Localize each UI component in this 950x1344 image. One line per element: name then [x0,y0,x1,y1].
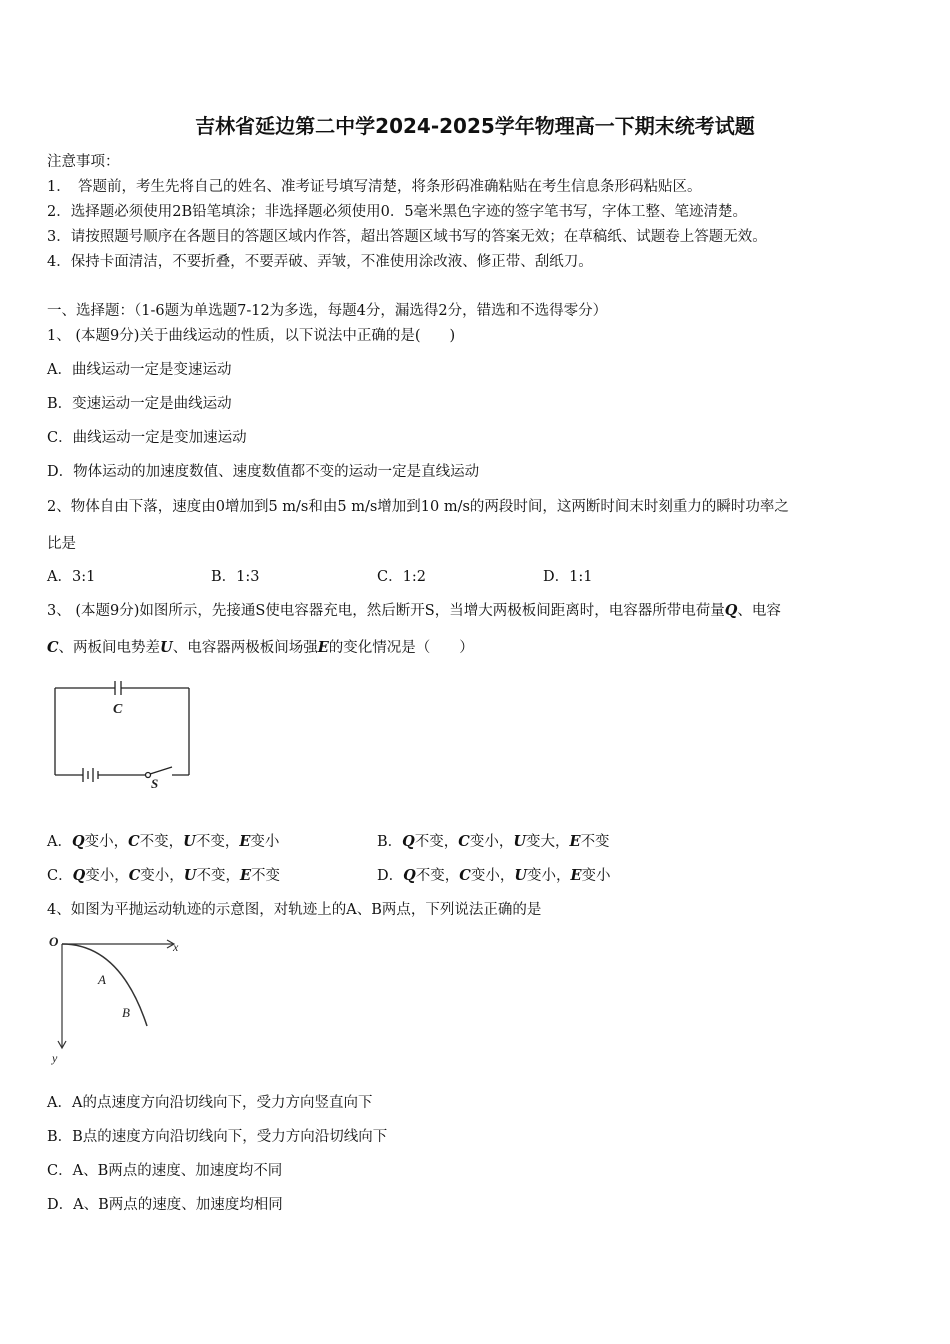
q1-option-c: C．曲线运动一定是变加速运动 [47,430,247,446]
q3-option-d: D．Q不变，C变小，U变小，E变小 [377,867,611,884]
q3-option-c: C．Q变小，C变小，U不变，E不变 [47,867,281,884]
q2-stem-line2: 比是 [47,536,76,552]
notice-item-4: 4．保持卡面清洁，不要折叠，不要弄破、弄皱，不准使用涂改液、修正带、刮纸刀。 [47,254,593,270]
switch-label: S [151,776,159,790]
notice-item-3: 3．请按照题号顺序在各题目的答题区域内作答，超出答题区域书写的答案无效；在草稿纸、试题卷上答题无效。 [47,229,767,245]
q3-option-b: B．Q不变，C变小，U变大，E不变 [377,833,610,850]
q3-stem-line1: 3、 (本题9分)如图所示，先接通S使电容器充电，然后断开S，当增大两极板间距离时，电容器所带电荷量Q、电容 [47,602,781,619]
q3-option-a: A．Q变小，C不变，U不变，E变小 [47,833,280,850]
q4-option-a: A．A的点速度方向沿切线向下，受力方向竖直向下 [47,1095,373,1111]
q1-option-a: A．曲线运动一定是变速运动 [47,362,232,378]
notice-item-1: 1． 答题前，考生先将自己的姓名、准考证号填写清楚，将条形码准确粘贴在考生信息条形码粘贴区。 [47,179,702,195]
y-axis-label: y [52,1051,58,1065]
point-a-label: A [98,972,106,987]
page-title: 吉林省延边第二中学2024-2025学年物理高一下期末统考试题 [195,114,755,138]
origin-label: O [49,934,59,949]
notice-heading: 注意事项： [47,154,120,170]
q4-option-c: C．A、B两点的速度、加速度均不同 [47,1163,283,1179]
q2-option-d: D．1:1 [543,569,593,585]
capacitor-label: C [113,702,123,717]
capacitor-circuit-figure [50,680,195,790]
q4-option-d: D．A、B两点的速度、加速度均相同 [47,1197,283,1213]
q2-stem-line1: 2、物体自由下落，速度由0增加到5 m/s和由5 m/s增加到10 m/s的两段时间，这两断时间末时刻重力的瞬时功率之 [47,499,789,515]
point-b-label: B [122,1005,130,1020]
q2-option-c: C．1:2 [377,569,426,585]
q4-option-b: B．B点的速度方向沿切线向下，受力方向沿切线向下 [47,1129,388,1145]
q2-option-b: B．1:3 [211,569,260,585]
q4-stem: 4、如图为平抛运动轨迹的示意图，对轨迹上的A、B两点，下列说法正确的是 [47,902,542,918]
q1-option-d: D．物体运动的加速度数值、速度数值都不变的运动一定是直线运动 [47,464,480,480]
x-axis-label: x [173,940,179,954]
q1-option-b: B．变速运动一定是曲线运动 [47,396,232,412]
q1-stem: 1、 (本题9分)关于曲线运动的性质，以下说法中正确的是( ) [47,328,456,344]
projectile-trajectory-figure [45,932,190,1067]
notice-item-2: 2．选择题必须使用2B铅笔填涂；非选择题必须使用0．5毫米黑色字迹的签字笔书写，字体工整、笔迹清楚。 [47,204,748,220]
q3-stem-line2: C、两板间电势差U、电容器两极板间场强E的变化情况是（ ） [47,639,474,656]
section-heading: 一、选择题：（1-6题为单选题7-12为多选，每题4分，漏选得2分，错选和不选得零分） [47,303,608,319]
q2-option-a: A．3:1 [47,569,96,585]
